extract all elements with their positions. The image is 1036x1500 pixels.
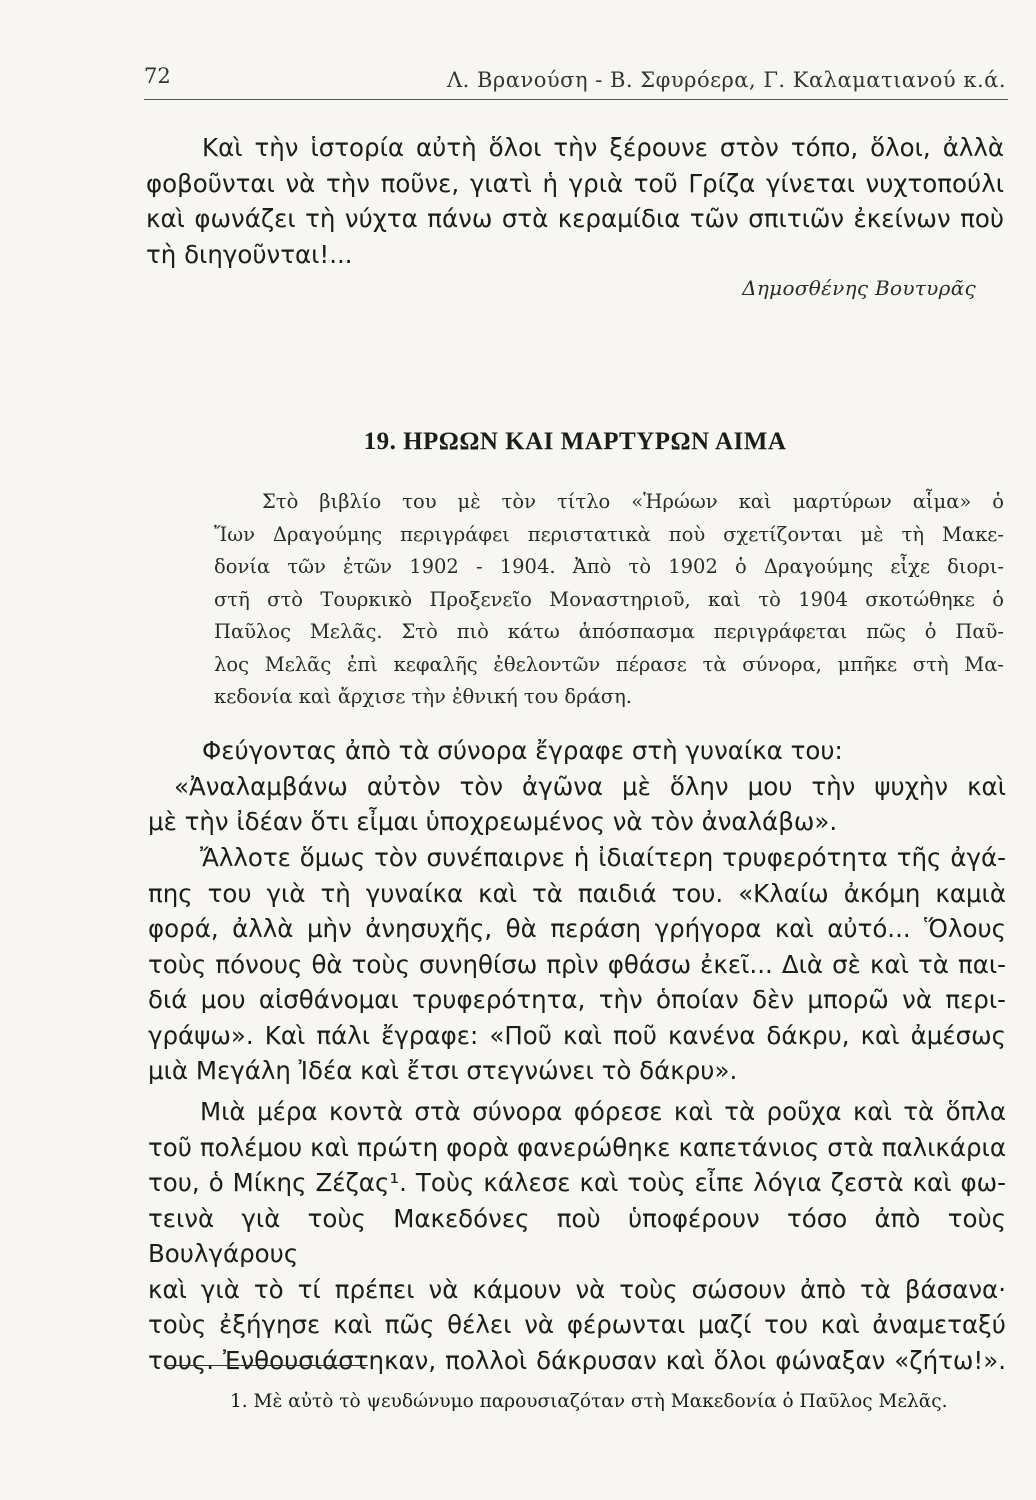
text-line: Ἄλλοτε ὅμως τὸν συνέπαιρνε ἡ ἰδιαίτερη τρυφερότητα τῆς ἀγά- xyxy=(200,843,1006,872)
intro-line: δονία τῶν ἐτῶν 1902 - 1904. Ἀπὸ τὸ 1902 ὁ Δραγούμης εἶχε διορι- xyxy=(214,555,1004,578)
text-line: Μιὰ μέρα κοντὰ στὰ σύνορα φόρεσε καὶ τὰ ροῦχα καὶ τὰ ὅπλα xyxy=(200,1097,1006,1126)
body-paragraph-2 xyxy=(148,840,1006,1089)
text-line: καὶ γιὰ τὸ τί πρέπει νὰ κάμουν νὰ τοὺς σώσουν ἀπὸ τὰ βάσανα· xyxy=(148,1274,1006,1304)
body-paragraph-1 xyxy=(148,733,1006,840)
footnote: 1. Μὲ αὐτὸ τὸ ψευδώνυμο παρουσιαζόταν στὴ Μακεδονία ὁ Παῦλος Μελᾶς. xyxy=(230,1391,948,1412)
text-line: τοῦ πολέμου καὶ πρώτη φορὰ φανερώθηκε καπετάνιος στὰ παλικάρια xyxy=(148,1132,1006,1162)
body-paragraph-3 xyxy=(148,1094,1006,1378)
running-title: Λ. Βρανούση - Β. Σφυρόερα, Γ. Καλαματιανού κ.ά. xyxy=(446,68,1006,92)
text-line: φορά, ἀλλὰ μὴν ἀνησυχῆς, θὰ περάση γρήγορα καὶ αὐτό... Ὅλους xyxy=(148,914,1006,943)
text-line: Φεύγοντας ἀπὸ τὰ σύνορα ἔγραφε στὴ γυναίκα του: xyxy=(202,736,843,765)
text-line: τοὺς πόνους θὰ τοὺς συνηθίσω πρὶν φθάσω ἐκεῖ... Διὰ σὲ καὶ τὰ παι- xyxy=(148,949,1006,979)
intro-line: κεδονία καὶ ἄρχισε τὴν ἐθνική του δράση. xyxy=(214,685,632,708)
text-line: τους. Ἐνθουσιάστηκαν, πολλοὶ δάκρυσαν καὶ ὅλοι φώναξαν «ζήτω!». xyxy=(148,1345,1006,1375)
author-signature: Δημοσθένης Βουτυρᾶς xyxy=(742,276,976,300)
text-line: μιὰ Μεγάλη Ἰδέα καὶ ἔτσι στεγνώνει τὸ δάκρυ». xyxy=(148,1056,738,1085)
text-line: «Ἀναλαμβάνω αὐτὸν τὸν ἀγῶνα μὲ ὅλην μου τὴν ψυχὴν καὶ xyxy=(174,771,1006,801)
intro-line: Στὸ βιβλίο του μὲ τὸν τίτλο «Ἡρώων καὶ μαρτύρων αἷμα» ὁ xyxy=(262,490,1004,513)
page-number: 72 xyxy=(144,64,171,88)
intro-line: λος Μελᾶς ἐπὶ κεφαλῆς ἐθελοντῶν πέρασε τὰ σύνορα, μπῆκε στὴ Μα- xyxy=(214,652,1004,676)
intro-line: στῆ στὸ Τουρκικὸ Προξενεῖο Μοναστηριοῦ, καὶ τὸ 1904 σκοτώθηκε ὁ xyxy=(214,587,1004,611)
text-line: καὶ φωνάζει τὴ νύχτα πάνω στὰ κεραμίδια τῶν σπιτιῶν ἐκείνων ποὺ xyxy=(146,204,1004,233)
intro-line: Ἴων Δραγούμης περιγράφει περιστατικὰ ποὺ σχετίζονται μὲ τὴ Μακε- xyxy=(214,522,1004,546)
opening-paragraph xyxy=(146,130,1004,272)
section-title: 19. ΗΡΩΩΝ ΚΑΙ ΜΑΡΤΥΡΩΝ ΑΙΜΑ xyxy=(363,428,787,455)
text-line: μὲ τὴν ἰδέαν ὅτι εἶμαι ὑποχρεωμένος νὰ τὸν ἀναλάβω». xyxy=(148,807,838,836)
text-line: Καὶ τὴν ἱστορία αὐτὴ ὅλοι τὴν ξέρουνε στὸν τόπο, ὅλοι, ἀλλὰ xyxy=(202,133,1004,162)
text-line: τοὺς ἐξήγησε καὶ πῶς θέλει νὰ φέρωνται μαζί του καὶ ἀναμεταξύ xyxy=(148,1310,1006,1339)
text-line: γράψω». Καὶ πάλι ἔγραφε: «Ποῦ καὶ ποῦ κανένα δάκρυ, καὶ ἀμέσως xyxy=(148,1020,1006,1050)
section-intro xyxy=(214,486,1004,714)
text-line: φοβοῦνται νὰ τὴν ποῦνε, γιατὶ ἡ γριὰ τοῦ Γρίζα γίνεται νυχτοπούλι xyxy=(146,168,1004,198)
text-line: διά μου αἰσθάνομαι τρυφερότητα, τὴν ὁποίαν δὲν μπορῶ νὰ περι- xyxy=(148,985,1006,1014)
text-line: τεινὰ γιὰ τοὺς Μακεδόνες ποὺ ὑποφέρουν τόσο ἀπὸ τοὺς Βουλγάρους xyxy=(148,1203,1006,1268)
text-line: του, ὁ Μίκης Ζέζας¹. Τοὺς κάλεσε καὶ τοὺς εἶπε λόγια ζεστὰ καὶ φω- xyxy=(148,1168,1006,1197)
footnote-rule xyxy=(164,1365,368,1366)
text-line: τὴ διηγοῦνται!... xyxy=(146,239,353,269)
header-rule xyxy=(144,99,1008,100)
running-head xyxy=(144,64,1006,94)
text-line: πης του γιὰ τὴ γυναίκα καὶ τὰ παιδιά του. «Κλαίω ἀκόμη καμιὰ xyxy=(148,878,1006,908)
intro-line: Παῦλος Μελᾶς. Στὸ πιὸ κάτω ἀπόσπασμα περιγράφεται πῶς ὁ Παῦ- xyxy=(214,620,1004,643)
